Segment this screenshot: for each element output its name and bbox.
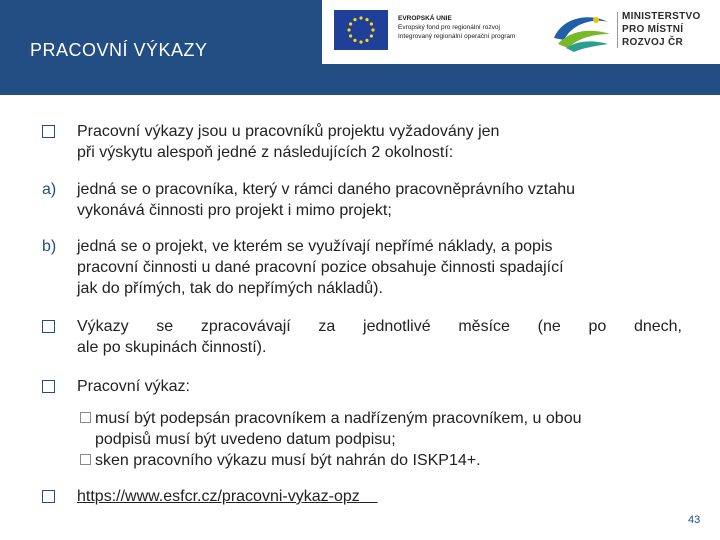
monthly-word: za	[318, 318, 336, 335]
monthly-word: (ne	[537, 318, 561, 335]
bullet-monthly	[42, 316, 682, 358]
checkbox-bullet-icon	[42, 121, 55, 144]
page-number: 43	[688, 514, 701, 526]
sub-list	[80, 408, 581, 471]
monthly-line-1	[77, 316, 682, 337]
monthly-word: Výkazy	[77, 318, 129, 335]
sub-checkbox-icon	[80, 454, 91, 465]
monthly-word: zpracovávají	[200, 318, 291, 335]
item-a-line-1: jedná se o pracovníka, který v rámci daného pracovněprávního vztahu	[77, 181, 576, 198]
sub-checkbox-icon	[80, 412, 91, 423]
timesheet-heading: Pracovní výkaz:	[77, 378, 190, 395]
item-b-line-1: jedná se o projekt, ve kterém se využívají nepřímé náklady, a popis	[77, 238, 553, 255]
monthly-word: se	[156, 318, 174, 335]
sub-item-2-text: sken pracovního výkazu musí být nahrán do ISKP14+.	[95, 452, 481, 469]
item-b-line-2: pracovní činnosti u dané pracovní pozice obsahuje činnosti spadající	[77, 259, 564, 276]
item-a-marker: a)	[42, 181, 57, 198]
mmr-line-1: MINISTERSTVO	[622, 11, 701, 22]
item-b-line-3: jak do přímých, tak do nepřímých nákladů).	[77, 280, 383, 297]
item-a	[42, 179, 575, 221]
page-title: PRACOVNÍ VÝKAZY	[30, 40, 208, 60]
eu-line-1: EVROPSKÁ UNIE	[398, 15, 452, 22]
checkbox-bullet-icon	[42, 376, 55, 399]
intro-line-2: při výskytu alespoň jedné z následujících 2 okolností:	[77, 144, 454, 161]
monthly-word: po	[588, 318, 607, 335]
checkbox-bullet-icon	[42, 486, 55, 509]
opz-link[interactable]: https://www.esfcr.cz/pracovni-vykaz-opz	[77, 488, 360, 505]
eu-line-3: Integrovaný regionální operační program	[398, 33, 516, 40]
sub-item-1	[80, 408, 581, 429]
bullet-intro	[42, 121, 499, 163]
mmr-line-3: ROZVOJ ČR	[622, 37, 684, 48]
mmr-line-2: PRO MÍSTNÍ	[622, 24, 684, 35]
monthly-word: měsíce	[458, 318, 510, 335]
item-b-marker: b)	[42, 238, 57, 255]
intro-line-1: Pracovní výkazy jsou u pracovníků projektu vyžadovány jen	[77, 123, 500, 140]
link-underline-tail	[360, 488, 378, 505]
sub-item-2	[80, 450, 581, 471]
eu-line-2: Evropský fond pro regionální rozvoj	[398, 24, 500, 31]
item-b	[42, 236, 564, 299]
item-a-line-2: vykonává činnosti pro projekt i mimo projekt;	[77, 202, 392, 219]
sub-item-1-text: musí být podepsán pracovníkem a nadřízeným pracovníkem, u obou	[95, 410, 582, 427]
bullet-timesheet	[42, 376, 190, 397]
sub-item-1-cont: podpisů musí být uvedeno datum podpisu;	[95, 431, 396, 448]
monthly-word: dnech,	[633, 318, 682, 335]
monthly-line-2: ale po skupinách činností).	[77, 339, 267, 356]
bullet-link	[42, 486, 378, 507]
checkbox-bullet-icon	[42, 316, 55, 339]
monthly-word: jednotlivé	[363, 318, 431, 335]
